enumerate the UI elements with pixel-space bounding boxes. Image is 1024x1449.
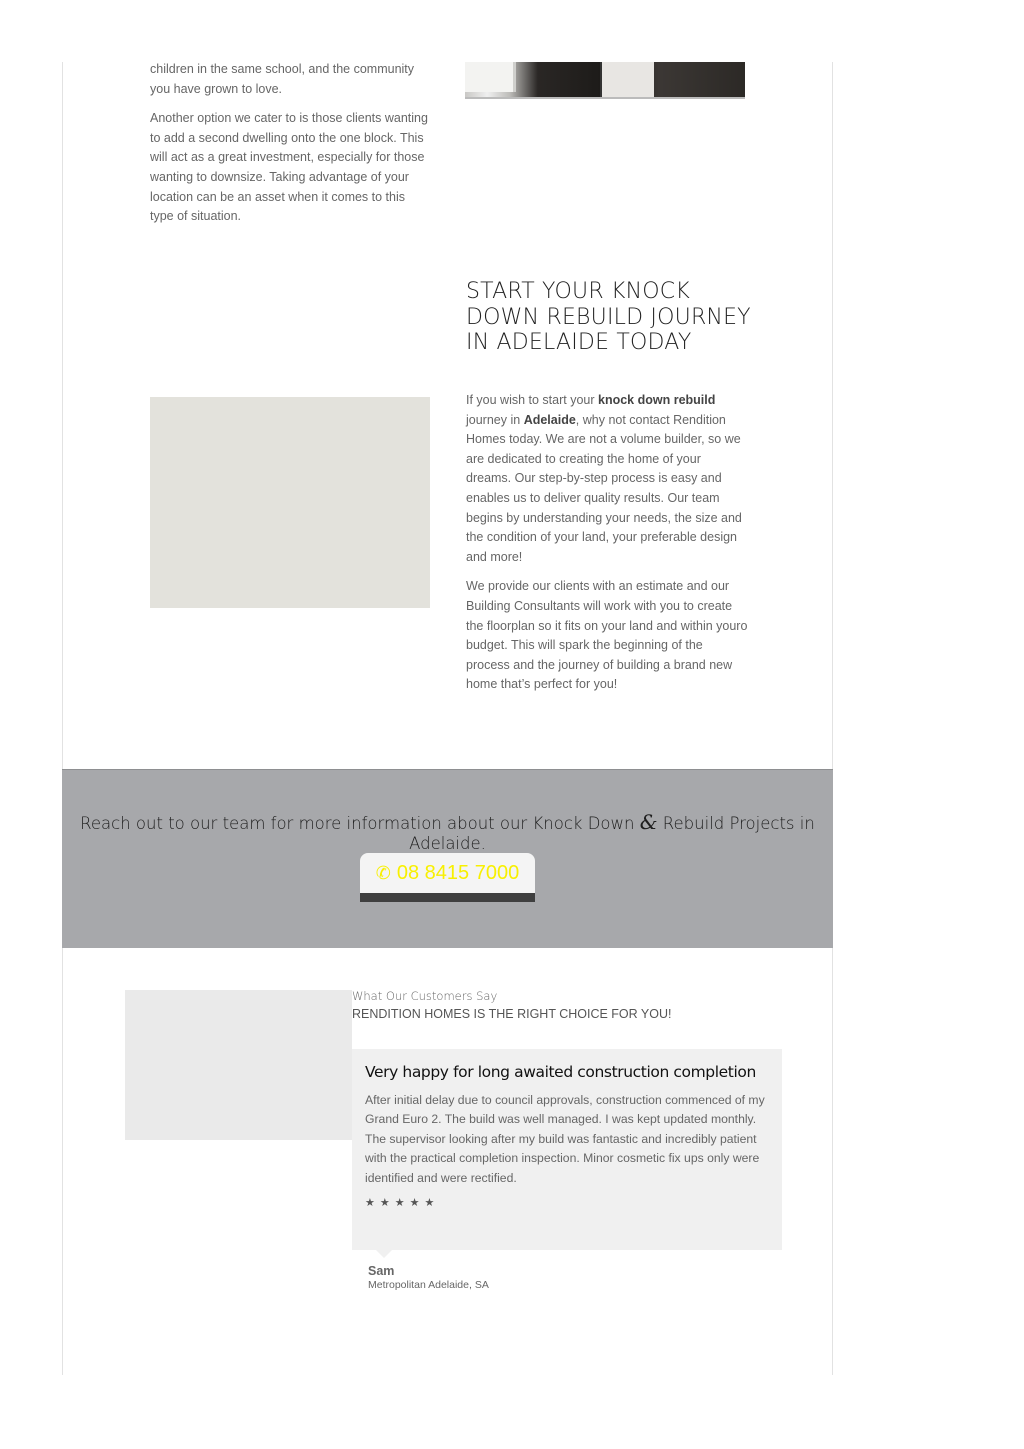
photo-bed: [600, 62, 654, 97]
testimonial-card: [352, 1049, 782, 1250]
cta-ampersand: &: [639, 810, 658, 834]
intro-paragraph-1: children in the same school, and the community you have grown to love.: [150, 62, 415, 96]
testimonial-title: Very happy for long awaited construction completion: [365, 1063, 756, 1081]
testimonial-image-placeholder: [125, 990, 352, 1140]
interior-photo: [465, 62, 745, 99]
phone-number: 08 8415 7000: [396, 861, 520, 884]
testimonials-subheading: RENDITION HOMES IS THE RIGHT CHOICE FOR YOU!: [352, 1007, 672, 1021]
cta-text-before: Reach out to our team for more information about our Knock Down: [80, 814, 640, 833]
journey-heading: START YOUR KNOCK DOWN REBUILD JOURNEY IN ADELAIDE TODAY: [466, 279, 751, 355]
keyword-adelaide: Adelaide: [523, 412, 576, 427]
journey-text: [466, 391, 748, 705]
journey-paragraph-1: [466, 391, 748, 567]
phone-icon: ✆: [375, 862, 391, 883]
call-phone-button[interactable]: [360, 853, 535, 902]
testimonial-author: Sam: [368, 1264, 395, 1278]
journey-paragraph-2: We provide our clients with an estimate and our Building Consultants will work with you to create the floorplan so it fits on your land and within youro budget. This will spark the beginning of the process and the journey of building a brand new home that’s perfect for you!: [466, 579, 748, 692]
intro-paragraph-2: Another option we cater to is those clients wanting to add a second dwelling onto the one block. This will act as a great investment, especially for those wanting to downsize. Taking advantage of your location can be an asset when it comes to this type of situation.: [150, 111, 428, 224]
journey-p1-after: , why not contact Rendition Homes today. We are not a volume builder, so we are dedicated to creating the home of your dreams. Our step-by-step process is easy and enables us to deliver quality results. Our team begins by understanding your needs, the size and the condition of your land, your preferable design and more!: [466, 412, 742, 564]
cta-text: [62, 812, 833, 854]
testimonial-location: Metropolitan Adelaide, SA: [368, 1279, 489, 1291]
cta-band: [62, 769, 833, 948]
intro-text: [150, 60, 432, 237]
photo-cabinet: [465, 62, 516, 92]
star-rating: ★★★★★: [365, 1197, 440, 1210]
keyword-knock-down-rebuild: knock down rebuild: [598, 393, 716, 407]
testimonial-body: After initial delay due to council approvals, construction commenced of my Grand Euro 2. The build was well managed. I was kept updated monthly. The supervisor looking after my build was fantastic and incredibly patient with the practical completion inspection. Minor cosmetic fix ups only were identified and were rectified.: [365, 1092, 765, 1185]
journey-image-placeholder: [150, 397, 430, 608]
testimonials-eyebrow: What Our Customers Say: [352, 989, 498, 1003]
journey-p1-mid: journey in: [466, 412, 524, 427]
cta-text-after: Rebuild Projects in Adelaide.: [409, 814, 815, 853]
journey-p1-before: If you wish to start your: [466, 393, 598, 407]
